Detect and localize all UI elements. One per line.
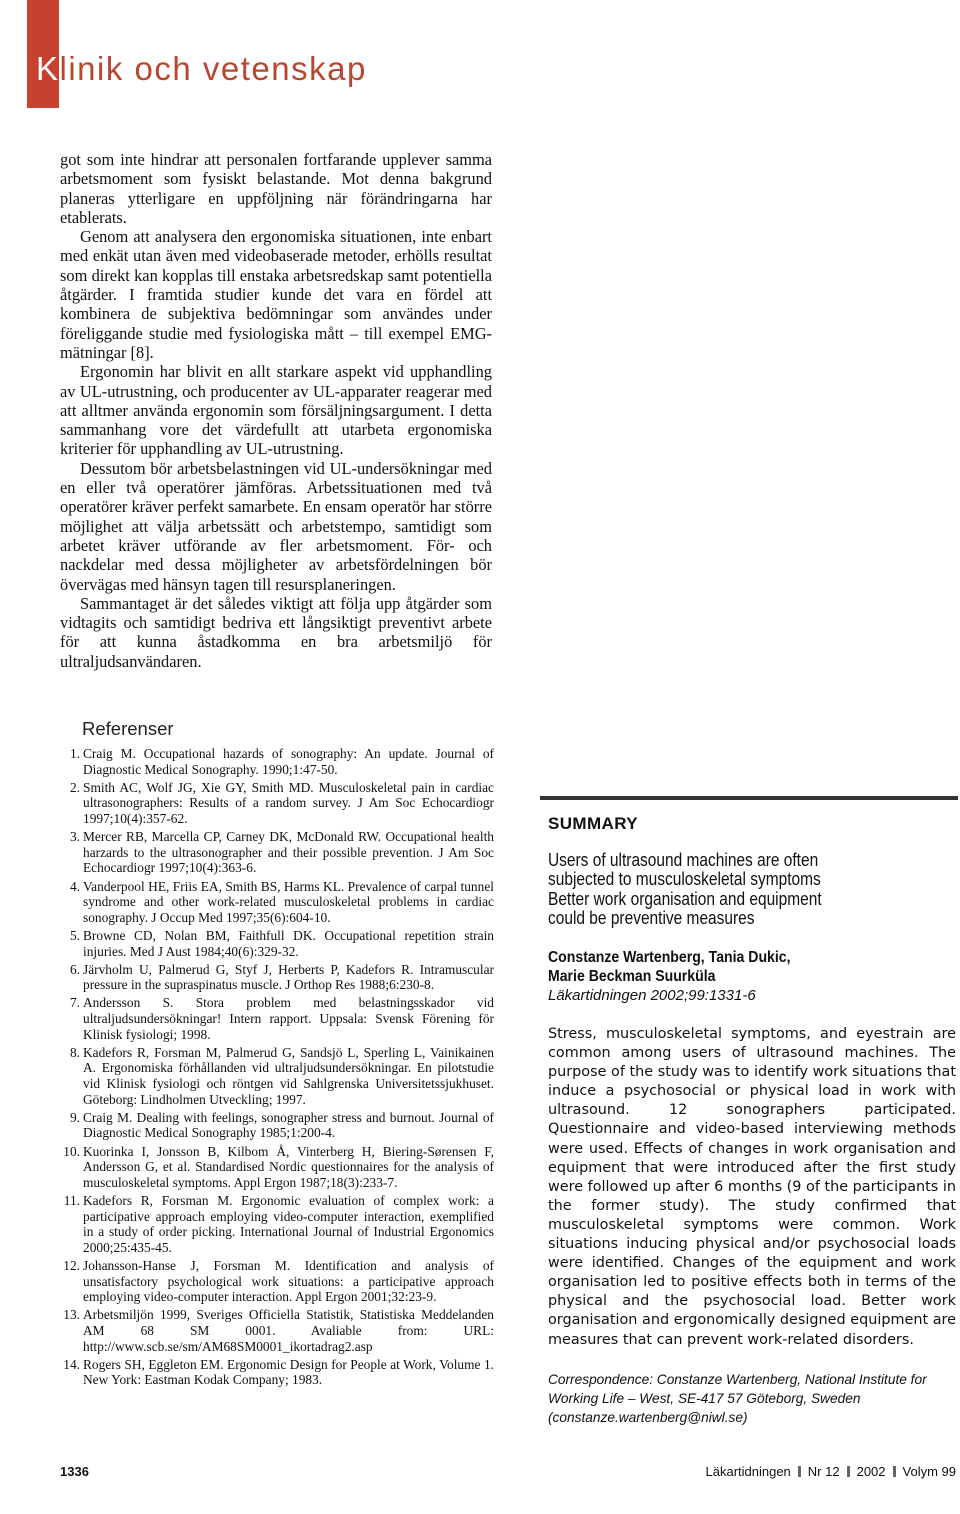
- footer-separator: [798, 1466, 801, 1477]
- summary-correspondence: Correspondence: Constanze Wartenberg, National Institute for Working Life – West, SE-417 57 Göteborg, Sweden (constanze.wartenberg@niwl.se): [548, 1372, 927, 1425]
- summary-abstract: Stress, musculoskeletal symptoms, and eyestrain are common among users of ultrasound machines. The purpose of the study was to identify work situations that induce a psychosocial or physical load in work with ultrasound. 12 sonographers participated. Questionnaire and video-based interviewing methods were used. Effects of changes in work organisation and equipment that were introduced after the first study were followed up after 6 months (9 of the participants in the former study). The study confirmed that musculoskeletal symptoms were common. Work situations inducing physical and/or psychosocial loads were identified. Changes of the equipment and work organisation led to positive effects both in terms of the physical and the psychosocial load. Better work organisation and ergonomically designed equipment are measures that can prevent work-related disorders.: [548, 1026, 956, 1348]
- summary-top-rule: [540, 796, 958, 800]
- references-list: [60, 746, 494, 1388]
- reference-item: [60, 780, 494, 827]
- footer-journal-info: [706, 1464, 957, 1479]
- reference-number: 6.: [69, 961, 80, 977]
- reference-item: [60, 1258, 494, 1305]
- references-section: [60, 718, 494, 1390]
- reference-number: 14.: [63, 1356, 80, 1372]
- summary-authors: [548, 948, 900, 986]
- reference-item: [60, 1307, 494, 1354]
- body-paragraph: Genom att analysera den ergonomiska situationen, inte enbart med enkät utan även med videobaserade metoder, erhölls resultat som direkt kan kopplas till enstaka arbetsredskap samt potentiella åtgärder. I framtida studier kunde det vara en fördel att kombinera de subjektiva bedömningar som användes under föreliggande studie med fysiologiska mått – till exempel EMG-mätningar [8].: [60, 227, 492, 362]
- summary-title-line: subjected to musculoskeletal symptoms: [548, 869, 821, 890]
- reference-number: 10.: [63, 1143, 80, 1159]
- reference-text: Kuorinka I, Jonsson B, Kilbom Å, Vinterberg H, Biering-Sørensen F, Andersson G, et al. Standardised Nordic questionnaires for the analysis of musculoskeletal symptoms. Appl Ergon 1987;18(3):233-7.: [83, 1143, 494, 1190]
- footer-separator: [847, 1466, 850, 1477]
- section-title: [36, 50, 367, 88]
- reference-item: [60, 928, 494, 959]
- summary-authors-line: Marie Beckman Suurküla: [548, 968, 716, 985]
- reference-item: [60, 879, 494, 926]
- reference-number: 5.: [69, 927, 80, 943]
- reference-text: Arbetsmiljön 1999, Sveriges Officiella Statistik, Statistiska Meddelanden AM 68 SM 0001. Avaliable from: URL: http://www.scb.se/sm/AM68SM0001_ikortadrag2.asp: [83, 1307, 494, 1354]
- reference-text: Craig M. Dealing with feelings, sonographer stress and burnout. Journal of Diagnostic Medical Sonography 1985;1:200-4.: [83, 1109, 494, 1141]
- reference-item: [60, 1357, 494, 1388]
- article-body: [60, 150, 492, 671]
- summary-authors-line: Constanze Wartenberg, Tania Dukic,: [548, 949, 791, 966]
- references-heading: Referenser: [82, 718, 174, 739]
- reference-number: 12.: [63, 1257, 80, 1273]
- body-paragraph: Sammantaget är det således viktigt att följa upp åtgärder som vidtagits och samtidigt bedriva ett långsiktigt preventivt arbete för att kunna åstadkomma en bra arbetsmiljö för ultraljudsanvändaren.: [60, 593, 492, 671]
- reference-number: 4.: [69, 878, 80, 894]
- summary-title-line: could be preventive measures: [548, 907, 755, 928]
- reference-number: 11.: [63, 1192, 80, 1208]
- reference-number: 13.: [63, 1307, 80, 1323]
- reference-item: [60, 1045, 494, 1107]
- reference-number: 9.: [69, 1109, 80, 1125]
- reference-text: Johansson-Hanse J, Forsman M. Identification and analysis of unsatisfactory psychological work situations: a participative approach employing video-computer interaction. Appl Ergon 2001;32:23-9.: [83, 1257, 494, 1305]
- body-paragraph: got som inte hindrar att personalen fortfarande upplever samma arbetsmoment som fysiskt belastande. Mot denna bakgrund planeras ytterligare en uppföljning när förändringarna har etablerats.: [60, 150, 492, 227]
- reference-text: Rogers SH, Eggleton EM. Ergonomic Design for People at Work, Volume 1. New York: Eastman Kodak Company; 1983.: [83, 1356, 494, 1388]
- reference-item: [60, 1193, 494, 1255]
- reference-text: Smith AC, Wolf JG, Xie GY, Smith MD. Musculoskeletal pain in cardiac ultrasonographers: Results of a random survey. J Am Soc Echocardiogr 1997;10(4):357-62.: [83, 779, 494, 826]
- reference-number: 2.: [69, 779, 80, 795]
- summary-title: [548, 851, 892, 928]
- reference-number: 8.: [69, 1044, 80, 1060]
- body-paragraph: Ergonomin har blivit en allt starkare aspekt vid upphandling av UL-utrustning, och producenter av UL-apparater reagerar med att alltmer använda ergonomin som försäljningsargument. I detta sammanhang vore det värdefullt att utarbeta ergonomiska kriterier för upphandling av UL-utrustning.: [60, 362, 492, 459]
- section-title-rest: linik och vetenskap: [59, 50, 367, 87]
- summary-title-line: Better work organisation and equipment: [548, 888, 822, 909]
- reference-item: [60, 746, 494, 777]
- reference-number: 3.: [69, 829, 80, 845]
- reference-text: Craig M. Occupational hazards of sonography: An update. Journal of Diagnostic Medical Sonography. 1990;1:47-50.: [83, 746, 494, 777]
- page-number: 1336: [60, 1464, 89, 1479]
- footer-year: 2002: [856, 1464, 886, 1479]
- reference-text: Vanderpool HE, Friis EA, Smith BS, Harms KL. Prevalence of carpal tunnel syndrome and other work-related musculoskeletal problems in cardiac sonography. J Occup Med 1997;35(6):604-10.: [83, 878, 494, 925]
- footer-journal-name: Läkartidningen: [705, 1464, 791, 1479]
- summary-title-line: Users of ultrasound machines are often: [548, 850, 819, 870]
- header-bar: [0, 0, 960, 108]
- reference-text: Järvholm U, Palmerud G, Styf J, Herberts P, Kadefors R. Intramuscular pressure in the supraspinatus muscle. J Orthop Res 1988;6:230-8.: [83, 961, 494, 993]
- body-paragraph: Dessutom bör arbetsbelastningen vid UL-undersökningar med en eller två operatörer jämföras. Arbetssituationen med två operatörer kräver perfekt samarbete. En ensam operatör har större möjlighet att välja arbetssätt och arbetstempo, samtidigt som arbetet kräver utförande av fler arbetsmoment. För- och nackdelar med dessa möjligheter av arbetsfördelningen bör övervägas med hänsyn tagen till resursplaneringen.: [60, 458, 492, 594]
- summary-citation: Läkartidningen 2002;99:1331-6: [548, 987, 756, 1004]
- reference-text: Kadefors R, Forsman M. Ergonomic evaluation of complex work: a participative approach employing video-computer interaction, exemplified in a study of order picking. International Journal of Industrial Ergonomics 2000;25:435-45.: [83, 1192, 494, 1255]
- footer-issue: Nr 12: [807, 1464, 840, 1479]
- reference-number: 1.: [69, 746, 80, 761]
- footer-separator: [893, 1466, 896, 1477]
- reference-item: [60, 1110, 494, 1141]
- footer-volume: Volym 99: [902, 1464, 956, 1479]
- reference-item: [60, 962, 494, 993]
- reference-item: [60, 1144, 494, 1191]
- reference-text: Andersson S. Stora problem med belastningsskador vid ultraljudsundersökningar! Intern rapport. Uppsala: Svensk Förening för Klinisk fysiologi; 1998.: [83, 995, 494, 1042]
- reference-text: Kadefors R, Forsman M, Palmerud G, Sandsjö L, Sperling L, Vainikainen A. Ergonomiska förhållanden vid ultraljudsundersökningar. En pilotstudie vid Klinisk fysiologi och röntgen vid Sahlgrenska Universitetssjukhuset. Göteborg: Lindholmen Utveckling; 1997.: [83, 1044, 494, 1107]
- reference-text: Browne CD, Nolan BM, Faithfull DK. Occupational repetition strain injuries. Med J Aust 1984;40(6):329-32.: [83, 927, 494, 959]
- reference-number: 7.: [69, 995, 80, 1011]
- section-title-initial: K: [36, 50, 60, 87]
- reference-item: [60, 995, 494, 1042]
- reference-text: Mercer RB, Marcella CP, Carney DK, McDonald RW. Occupational health harzards to the ultrasonographer and their possible prevention. J Am Soc Echocardiogr 1997;10(4):363-6.: [83, 829, 494, 876]
- reference-item: [60, 829, 494, 876]
- summary-label: SUMMARY: [548, 814, 638, 833]
